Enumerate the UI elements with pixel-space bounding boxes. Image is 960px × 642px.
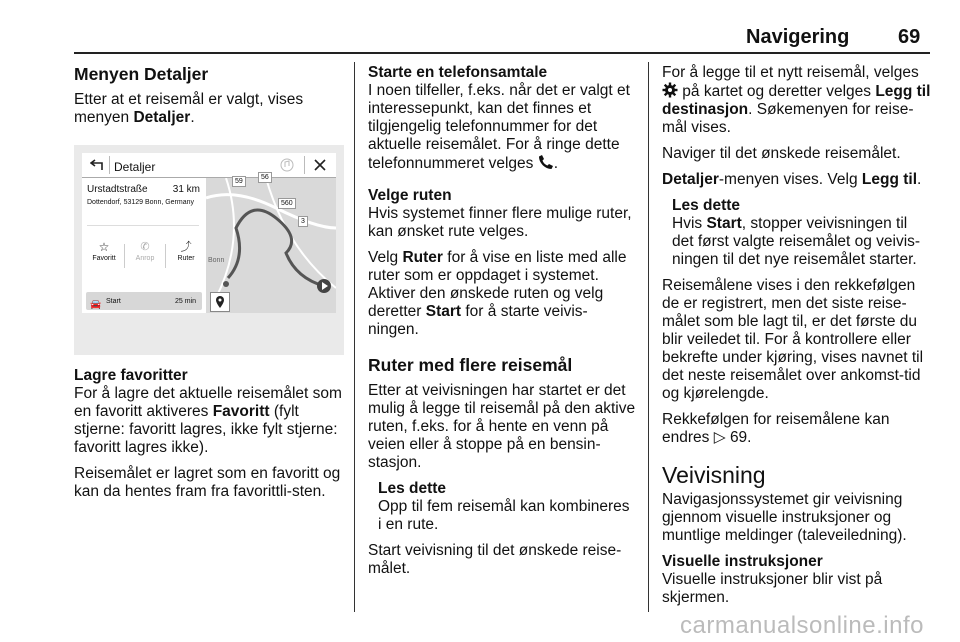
- start-button[interactable]: 🚘 Start 25 min: [86, 292, 202, 310]
- paragraph: Visuelle instruksjoner blir vist på skjermen.: [662, 571, 883, 606]
- paragraph: Start veivisning til det ønskede reise-målet.: [368, 542, 622, 577]
- chapter-heading: Veivisning: [662, 462, 766, 488]
- column-1: [74, 64, 346, 509]
- section-heading: Menyen Detaljer: [74, 64, 209, 84]
- back-icon[interactable]: [90, 159, 106, 171]
- car-icon: 🚘: [90, 299, 102, 309]
- paragraph: Rekkefølgen for reisemålene kan endres ▷ 69.: [662, 411, 890, 446]
- note-text: Opp til fem reisemål kan kombineres i en rute.: [378, 498, 630, 533]
- audio-icon[interactable]: [280, 158, 294, 172]
- column-divider: [354, 62, 355, 612]
- paragraph: Etter at et reisemål er valgt, vises menyen Detaljer.: [74, 91, 304, 126]
- details-panel: [82, 178, 206, 313]
- subsection-heading: Velge ruten: [368, 187, 452, 204]
- paragraph: Velg Ruter for å vise en liste med alle ruter som er oppdaget i systemet. Aktiver den ønskede ruten og velg deretter Start for å starte veivis-ningen.: [368, 249, 627, 338]
- gear-icon: [662, 82, 678, 98]
- subsection-heading: Lagre favoritter: [74, 367, 188, 384]
- route-icon: ⤴: [180, 241, 192, 253]
- location-pin-icon: [211, 293, 229, 311]
- favorite-button[interactable]: ☆ Favoritt: [84, 240, 124, 272]
- close-icon[interactable]: [314, 159, 326, 171]
- screen-title: Detaljer: [114, 160, 156, 174]
- watermark: carmanualsonline.info: [680, 612, 924, 639]
- note-box: [662, 197, 932, 269]
- travel-time: 25 min: [174, 298, 196, 305]
- note-title: Les dette: [378, 480, 447, 497]
- paragraph: For å legge til et nytt reisemål, velges på kartet og deretter velges Legg til destinasjon. Søkemenyen for reise-mål vises.: [662, 64, 931, 136]
- note-title: Les dette: [672, 197, 741, 214]
- screen-topbar: [82, 153, 336, 178]
- paragraph: Detaljer-menyen vises. Velg Legg til.: [662, 171, 922, 188]
- road-sign: 59: [232, 176, 246, 187]
- note-box: [368, 480, 636, 534]
- call-button[interactable]: ✆ Anrop: [125, 240, 165, 272]
- column-2: [368, 64, 636, 586]
- subsection-heading: Starte en telefonsamtale: [368, 64, 548, 81]
- paragraph: For å lagre det aktuelle reisemålet som en favoritt aktiveres Favoritt (fylt stjerne: favoritt lagres, ikke fylt stjerne: favoritt lagres ikke).: [74, 385, 342, 456]
- header-rule: [74, 52, 930, 54]
- subsection-heading: Visuelle instruksjoner: [662, 553, 823, 570]
- routes-button[interactable]: ⤴ Ruter: [166, 240, 206, 272]
- star-icon: ☆: [98, 240, 110, 254]
- phone-icon: ✆: [140, 241, 150, 253]
- page-number: 69: [898, 26, 921, 48]
- paragraph: Reisemålene vises i den rekkefølgen de er registrert, men det siste reise-målet som ble lagt til, er det første du blir veiledet til. For å kontrollere eller bekrefte under kjøring, vises navnet til det neste reisemålet over ankomst-tid og kjørelengde.: [662, 277, 924, 402]
- details-screenshot: [74, 145, 344, 355]
- road-sign: 3: [298, 216, 308, 227]
- chapter-title: Navigering: [746, 26, 850, 48]
- phone-icon: [538, 154, 554, 170]
- play-icon[interactable]: [316, 278, 332, 294]
- paragraph: Naviger til det ønskede reisemålet.: [662, 145, 901, 162]
- paragraph: I noen tilfeller, f.eks. når det er valgt et interessepunkt, kan det finnes et tilgjengelig telefonnummer for det aktuelle reisemålet. For å ringe dette telefonnummeret velges .: [368, 82, 630, 172]
- address-text: Dottendorf, 53129 Bonn, Germany: [87, 199, 195, 206]
- details-screen: [82, 153, 336, 313]
- location-pin-button[interactable]: [210, 292, 230, 312]
- column-divider: [648, 62, 649, 612]
- paragraph: Etter at veivisningen har startet er det mulig å legge til reisemål på den aktive ruten, f.eks. for å hente en venn på veien eller å stoppe på en bensin-stasjon.: [368, 382, 636, 471]
- road-sign: 56: [258, 172, 272, 183]
- paragraph: Reisemålet er lagret som en favoritt og kan da hentes fram fra favorittli-sten.: [74, 465, 341, 500]
- section-heading: Ruter med flere reisemål: [368, 355, 573, 375]
- column-3: [662, 64, 932, 615]
- road-sign: 560: [278, 198, 296, 209]
- street-name: Urstadtstraße: [87, 184, 148, 195]
- distance-value: 31 km: [172, 184, 200, 195]
- paragraph: Hvis systemet finner flere mulige ruter, kan ønsket rute velges.: [368, 205, 632, 240]
- page-reference[interactable]: 69.: [729, 429, 752, 446]
- page-header: [0, 0, 960, 60]
- map-city: Bonn: [208, 257, 225, 264]
- paragraph: Navigasjonssystemet gir veivisning gjennom visuelle instruksjoner og muntlige meldinger (taleveiledning).: [662, 491, 907, 544]
- note-text: Hvis Start, stopper veivisningen til det først valgte reisemålet og veivis-ningen til det nye reisemålet starter.: [672, 215, 921, 268]
- page-reference-arrow-icon: ▷: [713, 429, 726, 446]
